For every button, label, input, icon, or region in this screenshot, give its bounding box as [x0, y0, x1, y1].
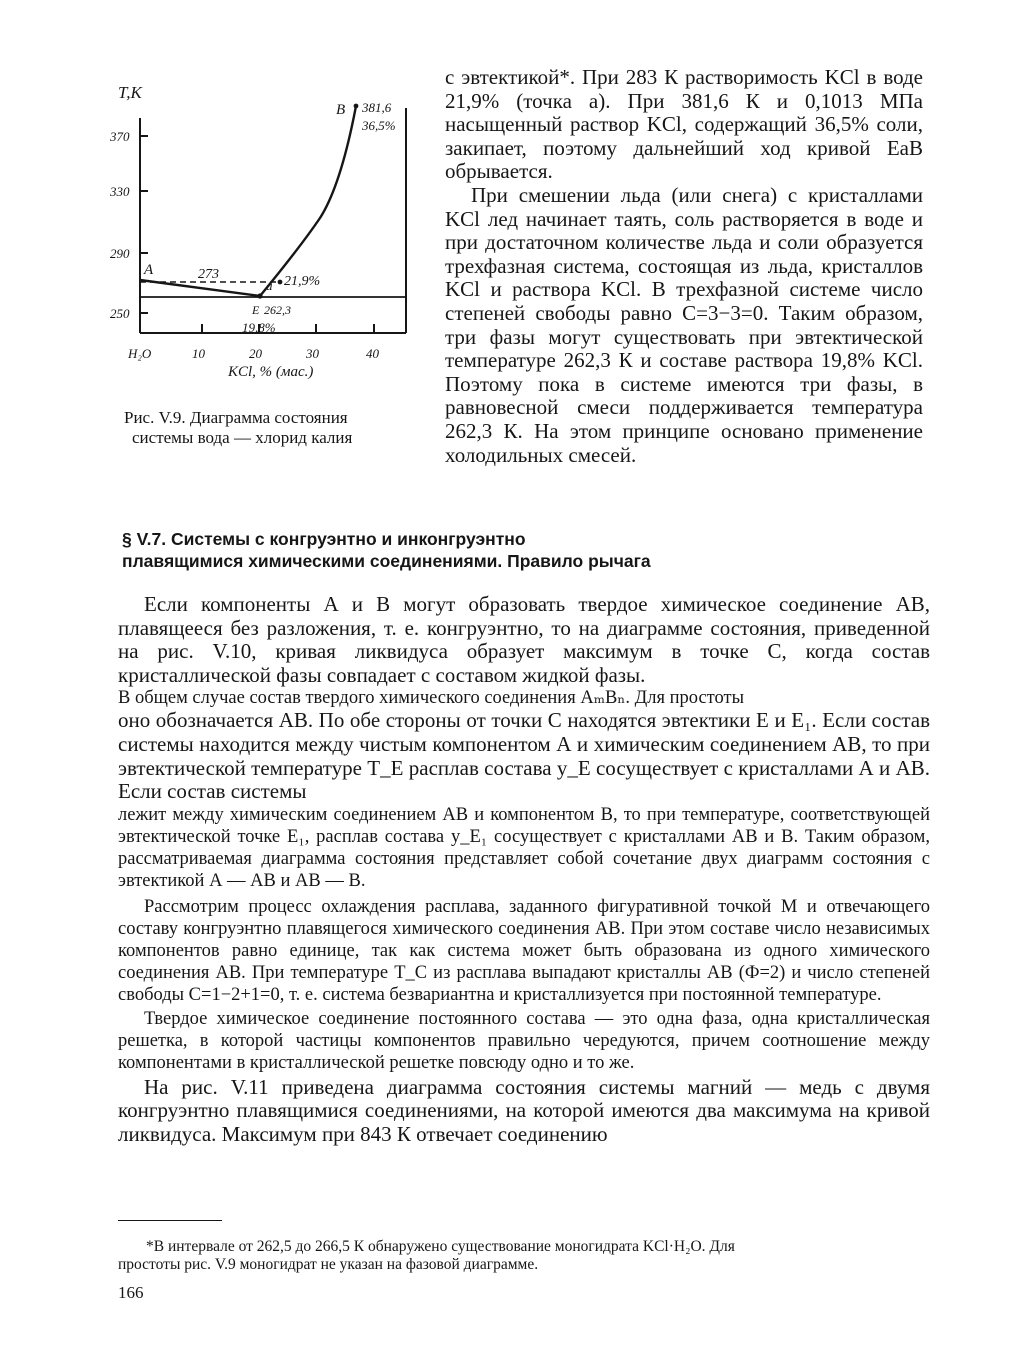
- paragraph: с эвтектикой*. При 283 К растворимость KCl в воде 21,9% (точка а). При 381,6 К и 0,1013 МПа насыщенный раствор KCl, содержащий 36,5% соли, закипает, поэтому дальнейший ход кривой EaB обрывается.: [445, 65, 923, 184]
- footnote-line: *В интервале от 262,5 до 266,5 К обнаружено существование моногидрата KCl·H₂O. Для: [146, 1238, 735, 1255]
- x-tick-label: 40: [366, 346, 379, 361]
- x-tick-label: 20: [249, 346, 262, 361]
- x-axis-label: KCl, % (мас.): [228, 364, 314, 380]
- y-axis-label: T,K: [118, 83, 142, 102]
- paragraph: В общем случае состав твердого химического соединения AₘBₙ. Для простоты: [118, 688, 745, 709]
- y-tick-label: 290: [110, 246, 130, 261]
- y-tick-label: 330: [110, 184, 130, 199]
- point-a: [278, 280, 283, 285]
- y-tick-label: 370: [110, 129, 130, 144]
- footnote-line: простоты рис. V.9 моногидрат не указан на фазовой диаграмме.: [118, 1256, 539, 1273]
- phase-diagram-svg: [88, 78, 418, 408]
- label-19-8: 19,8%: [242, 320, 276, 335]
- label-e: E: [252, 303, 260, 317]
- label-b: B: [336, 102, 346, 118]
- footnote: [118, 1238, 930, 1274]
- paragraph: оно обозначается АВ. По обе стороны от точки С находятся эвтектики Е и Е₁. Если состав системы находится между чистым компонентом А и химическим соединением АВ, то при эвтектической температуре T_E расплав состава y_E сосуществует с кристаллами А и АВ. Если состав системы: [118, 708, 930, 804]
- page-number: 166: [118, 1283, 144, 1302]
- right-column-text: [445, 66, 923, 467]
- phase-diagram-figure: [88, 78, 418, 408]
- paragraph: Если компоненты А и В могут образовать твердое химическое соединение АВ, плавящееся без разложения, т. е. конгруэнтно, то на диаграмме состояния, приведенной на рис. V.10, кривая ликвидуса образует максимум в точке С, когда состав кристаллической фазы совпадает с составом жидкой фазы.: [118, 592, 930, 687]
- caption-line: системы вода — хлорид калия: [132, 428, 353, 447]
- kcl-liquidus-curve: [260, 106, 356, 296]
- point-b: [354, 104, 359, 109]
- paragraph: При смешении льда (или снега) с кристаллами KCl лед начинает таять, соль растворяется в воде и при достаточном количестве льда и соли образуется трехфазная система, состоящая из льда, кристаллов KCl и раствора KCl. В трехфазной системе число степеней свободы равно C=3−3=0. Таким образом, три фазы могут существовать при эвтектической температуре 262,3 К и составе раствора 19,8% KCl. Поэтому пока в системе имеются три фазы, в равновесной смеси поддерживается температура 262,3 К. На этом принципе основано применение холодильных смесей.: [445, 182, 923, 467]
- eutectic-point: [257, 293, 262, 298]
- paragraph: Твердое химическое соединение постоянного состава — это одна фаза, одна кристаллическая решетка, в которой частицы компонентов правильно чередуются, причем соотношение между компонентами в кристаллической решетке повсюду одно и то же.: [118, 1008, 930, 1073]
- x-tick-label: 10: [192, 346, 205, 361]
- label-point-a: a: [266, 278, 273, 293]
- paragraph: На рис. V.11 приведена диаграмма состояния системы магний — медь с двумя конгруэнтно плавящимися соединениями, на которой имеются два максимума на кривой ликвидуса. Максимум при 843 К отвечает соединению: [118, 1074, 930, 1146]
- paragraph: Рассмотрим процесс охлаждения расплава, заданного фигуративной точкой М и отвечающего составу конгруэнтно плавящегося химического соединения АВ. При этом составе число независимых компонентов равно единице, так как система может быть образована из одного химического соединения АВ. При температуре T_C из расплава выпадают кристаллы АВ (Ф=2) и число степеней свободы C=1−2+1=0, т. е. система безвариантна и кристаллизуется при постоянной температуре.: [118, 896, 930, 1005]
- footnote-separator: [118, 1220, 222, 1221]
- x-tick-label: H₂O: [128, 346, 152, 361]
- x-tick-label: 30: [306, 346, 319, 361]
- section-heading: [122, 528, 932, 572]
- main-body-text: [118, 593, 930, 1147]
- label-262-3: 262,3: [264, 303, 291, 317]
- heading-line: плавящимися химическими соединениями. Правило рычага: [122, 551, 651, 571]
- label-36-5: 36,5%: [362, 118, 396, 133]
- label-21-9: 21,9%: [284, 274, 321, 289]
- figure-caption: [124, 408, 414, 448]
- heading-line: § V.7. Системы с конгруэнтно и инконгруэнтно: [122, 529, 526, 549]
- label-a-component: A: [144, 262, 154, 278]
- y-tick-label: 250: [110, 306, 130, 321]
- label-273: 273: [198, 267, 219, 282]
- label-381-6: 381,6: [362, 100, 392, 115]
- paragraph: лежит между химическим соединением АВ и компонентом В, то при температуре, соответствующей эвтектической точке E₁, расплав состава y_E₁ сосуществует с кристаллами АВ и В. Таким образом, рассматриваемая диаграмма состояния представляет собой сочетание двух диаграмм состояния с эвтектикой А — АВ и АВ — В.: [118, 804, 930, 891]
- caption-line: Рис. V.9. Диаграмма состояния: [124, 408, 348, 427]
